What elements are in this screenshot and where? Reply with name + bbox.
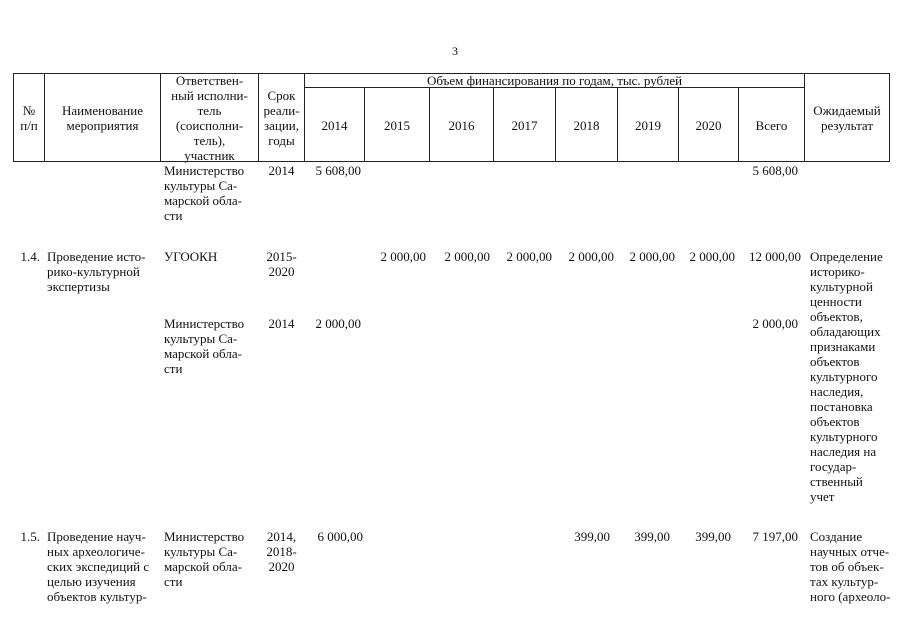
row-name: Проведение науч- ных археологиче- ских экспедиций с целью изучения объектов культур-	[47, 529, 150, 604]
row-term: 2015- 2020	[266, 249, 297, 279]
header-year-2020: 2020	[695, 118, 722, 133]
row-value-2014: 6 000,00	[317, 529, 363, 544]
header-year-2016: 2016	[448, 118, 475, 133]
row-value-total: 7 197,00	[752, 529, 798, 544]
row-number: 1.5.	[20, 529, 40, 544]
row-value-2020: 2 000,00	[689, 249, 735, 264]
row-result: Создание научных отче- тов об объек- тах культур- ного (археоло-	[810, 529, 891, 604]
row-value-2017: 2 000,00	[506, 249, 552, 264]
row-value-2016: 2 000,00	[444, 249, 490, 264]
header-result: Ожидаемый результат	[813, 103, 881, 133]
row-value-2015: 2 000,00	[380, 249, 426, 264]
header-year-2014: 2014	[321, 118, 348, 133]
header-responsible: Ответствен- ный исполни- тель (соисполни- тель), участник	[171, 73, 248, 163]
header-year-2019: 2019	[635, 118, 661, 133]
row-value-total: 5 608,00	[752, 163, 798, 178]
row-responsible: Министерство культуры Са- марской обла- сти	[164, 316, 245, 376]
header-total: Всего	[755, 118, 788, 133]
row-responsible: Министерство культуры Са- марской обла- сти	[164, 529, 245, 589]
row-term: 2014	[268, 163, 295, 178]
row-value-2018: 2 000,00	[568, 249, 614, 264]
row-name: Проведение исто- рико-культурной экспертизы	[47, 249, 146, 294]
row-value-total: 2 000,00	[752, 316, 798, 331]
row-value-2020: 399,00	[695, 529, 731, 544]
row-responsible: УГООКН	[164, 249, 218, 264]
row-term: 2014	[268, 316, 295, 331]
row-value-2019: 2 000,00	[629, 249, 675, 264]
header-name: Наименование мероприятия	[62, 103, 143, 133]
header-year-2015: 2015	[384, 118, 410, 133]
header-num: № п/п	[20, 103, 38, 133]
row-value-2014: 5 608,00	[315, 163, 361, 178]
row-value-2019: 399,00	[634, 529, 670, 544]
row-responsible: Министерство культуры Са- марской обла- сти	[164, 163, 245, 223]
row-value-2014: 2 000,00	[315, 316, 361, 331]
header-year-2018: 2018	[573, 118, 600, 133]
row-value-total: 12 000,00	[749, 249, 801, 264]
row-result: Определение историко- культурной ценности объектов, обладающих признаками объектов культурного наследия, постановка объектов культурного наследия на государ- ственный учет	[810, 249, 883, 504]
row-value-2018: 399,00	[574, 529, 610, 544]
header-term: Срок реали- зации, годы	[263, 88, 300, 148]
header-year-2017: 2017	[511, 118, 538, 133]
header-funding: Объем финансирования по годам, тыс. рублей	[426, 73, 683, 88]
row-number: 1.4.	[20, 249, 40, 264]
page-number: 3	[452, 44, 458, 58]
row-term: 2014, 2018- 2020	[266, 529, 297, 574]
